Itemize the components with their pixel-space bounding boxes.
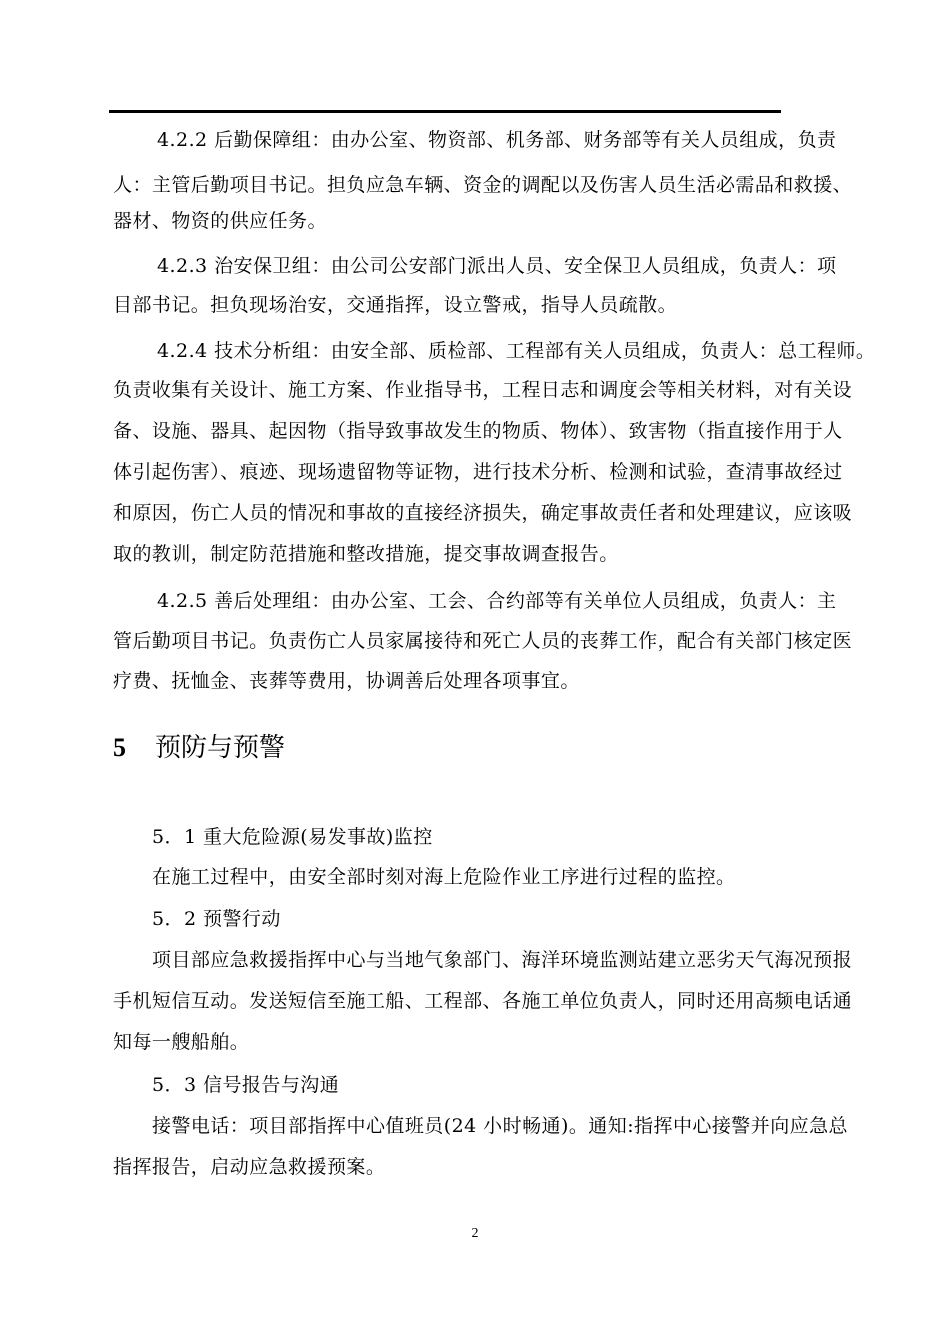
- paragraph-line: 知每一艘船舶。: [113, 1031, 250, 1053]
- subsection-title: 5．1 重大危险源(易发事故)监控: [152, 826, 433, 848]
- paragraph-line: 取的教训，制定防范措施和整改措施，提交事故调查报告。: [113, 543, 619, 565]
- paragraph-line: 目部书记。担负现场治安，交通指挥，设立警戒，指导人员疏散。: [113, 294, 678, 316]
- paragraph-line: 负责收集有关设计、施工方案、作业指导书，工程日志和调度会等相关材料，对有关设: [113, 379, 853, 401]
- paragraph-line: 体引起伤害）、痕迹、现场遗留物等证物，进行技术分析、检测和试验，查清事故经过: [113, 461, 843, 483]
- header-rule: [109, 110, 781, 113]
- paragraph-line: 器材、物资的供应任务。: [113, 210, 327, 232]
- paragraph-line: 疗费、抚恤金、丧葬等费用，协调善后处理各项事宜。: [113, 670, 580, 692]
- paragraph-line: 指挥报告，启动应急救援预案。: [113, 1156, 386, 1178]
- subsection-title: 5．2 预警行动: [152, 908, 281, 930]
- section-heading: [113, 732, 285, 764]
- subsection-title: 5．3 信号报告与沟通: [152, 1074, 340, 1096]
- paragraph-line: 4.2.4 技术分析组：由安全部、质检部、工程部有关人员组成，负责人：总工程师。: [157, 340, 876, 362]
- paragraph-line: 备、设施、器具、起因物（指导致事故发生的物质、物体）、致害物（指直接作用于人: [113, 420, 843, 442]
- section-title: 预防与预警: [155, 733, 286, 763]
- paragraph-line: 接警电话：项目部指挥中心值班员(24 小时畅通)。通知:指挥中心接警并向应急总: [152, 1115, 848, 1137]
- section-number: 5: [113, 733, 126, 762]
- paragraph-line: 项目部应急救援指挥中心与当地气象部门、海洋环境监测站建立恶劣天气海况预报: [152, 949, 853, 971]
- paragraph-line: 手机短信互动。发送短信至施工船、工程部、各施工单位负责人，同时还用高频电话通: [113, 990, 853, 1012]
- paragraph-line: 人：主管后勤项目书记。担负应急车辆、资金的调配以及伤害人员生活必需品和救援、: [113, 174, 853, 196]
- paragraph-line: 4.2.2 后勤保障组：由办公室、物资部、机务部、财务部等有关人员组成，负责: [157, 129, 837, 151]
- paragraph-line: 4.2.3 治安保卫组：由公司公安部门派出人员、安全保卫人员组成，负责人：项: [157, 255, 837, 277]
- paragraph-line: 管后勤项目书记。负责伤亡人员家属接待和死亡人员的丧葬工作，配合有关部门核定医: [113, 630, 853, 652]
- paragraph-line: 和原因，伤亡人员的情况和事故的直接经济损失，确定事故责任者和处理建议，应该吸: [113, 502, 853, 524]
- paragraph-line: 4.2.5 善后处理组：由办公室、工会、合约部等有关单位人员组成，负责人：主: [157, 590, 837, 612]
- page-number: 2: [471, 1226, 479, 1241]
- paragraph-line: 在施工过程中，由安全部时刻对海上危险作业工序进行过程的监控。: [152, 866, 736, 888]
